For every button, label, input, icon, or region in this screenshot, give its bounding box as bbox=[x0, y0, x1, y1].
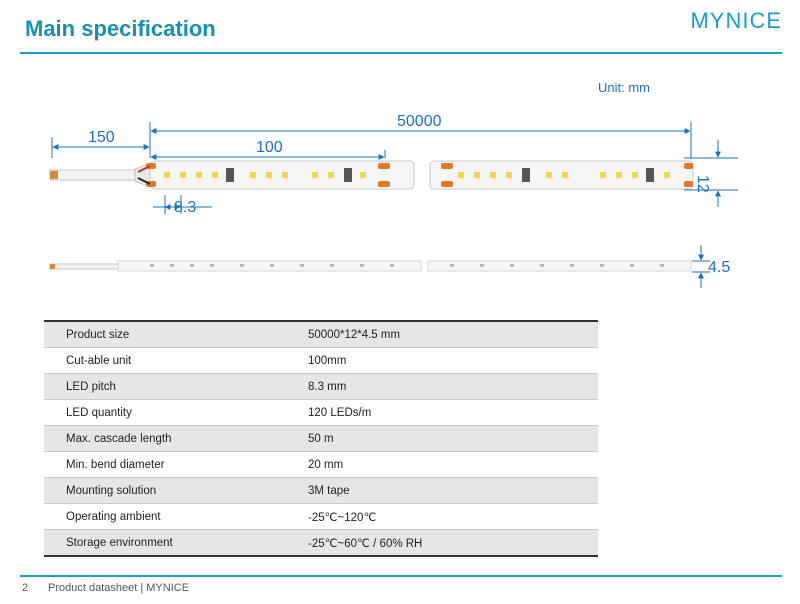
spec-label: Product size bbox=[44, 321, 308, 348]
spec-table bbox=[44, 320, 598, 557]
spec-label: Max. cascade length bbox=[44, 426, 308, 452]
spec-value: 120 LEDs/m bbox=[308, 400, 598, 426]
table-row bbox=[44, 348, 598, 374]
brand-logo: MYNICE bbox=[690, 8, 782, 33]
table-row bbox=[44, 530, 598, 557]
dim-lead-label: 150 bbox=[88, 129, 115, 146]
table-row bbox=[44, 400, 598, 426]
spec-value: 100mm bbox=[308, 348, 598, 374]
table-row bbox=[44, 321, 598, 348]
table-row bbox=[44, 452, 598, 478]
unit-label: Unit: mm bbox=[598, 80, 650, 95]
spec-label: Min. bend diameter bbox=[44, 452, 308, 478]
spec-label: Mounting solution bbox=[44, 478, 308, 504]
spec-value: 3M tape bbox=[308, 478, 598, 504]
footer bbox=[22, 582, 189, 594]
spec-value: -25℃~60℃ / 60% RH bbox=[308, 530, 598, 557]
dim-cut-unit-label: 100 bbox=[256, 139, 283, 156]
table-row bbox=[44, 374, 598, 400]
spec-label: LED quantity bbox=[44, 400, 308, 426]
table-row bbox=[44, 478, 598, 504]
dim-height-label: 4.5 bbox=[708, 259, 731, 276]
footer-text: Product datasheet | MYNICE bbox=[48, 582, 190, 594]
spec-label: Operating ambient bbox=[44, 504, 308, 530]
page-number: 2 bbox=[22, 582, 29, 594]
spec-value: 50 m bbox=[308, 426, 598, 452]
page-title: Main specification bbox=[25, 16, 216, 41]
led-strip-drawing bbox=[0, 0, 800, 300]
spec-value: 20 mm bbox=[308, 452, 598, 478]
table-row bbox=[44, 426, 598, 452]
spec-label: Cut-able unit bbox=[44, 348, 308, 374]
strip-top-view bbox=[50, 161, 693, 189]
spec-label: LED pitch bbox=[44, 374, 308, 400]
dim-pitch-label: 8.3 bbox=[174, 199, 197, 216]
dim-width-label: 12 bbox=[694, 175, 711, 193]
footer-divider bbox=[20, 575, 782, 577]
strip-side-view bbox=[50, 261, 691, 271]
spec-value: 50000*12*4.5 mm bbox=[308, 321, 598, 348]
table-row bbox=[44, 504, 598, 530]
dim-total-length-label: 50000 bbox=[397, 113, 442, 130]
spec-value: -25℃~120℃ bbox=[308, 504, 598, 530]
spec-value: 8.3 mm bbox=[308, 374, 598, 400]
spec-label: Storage environment bbox=[44, 530, 308, 557]
